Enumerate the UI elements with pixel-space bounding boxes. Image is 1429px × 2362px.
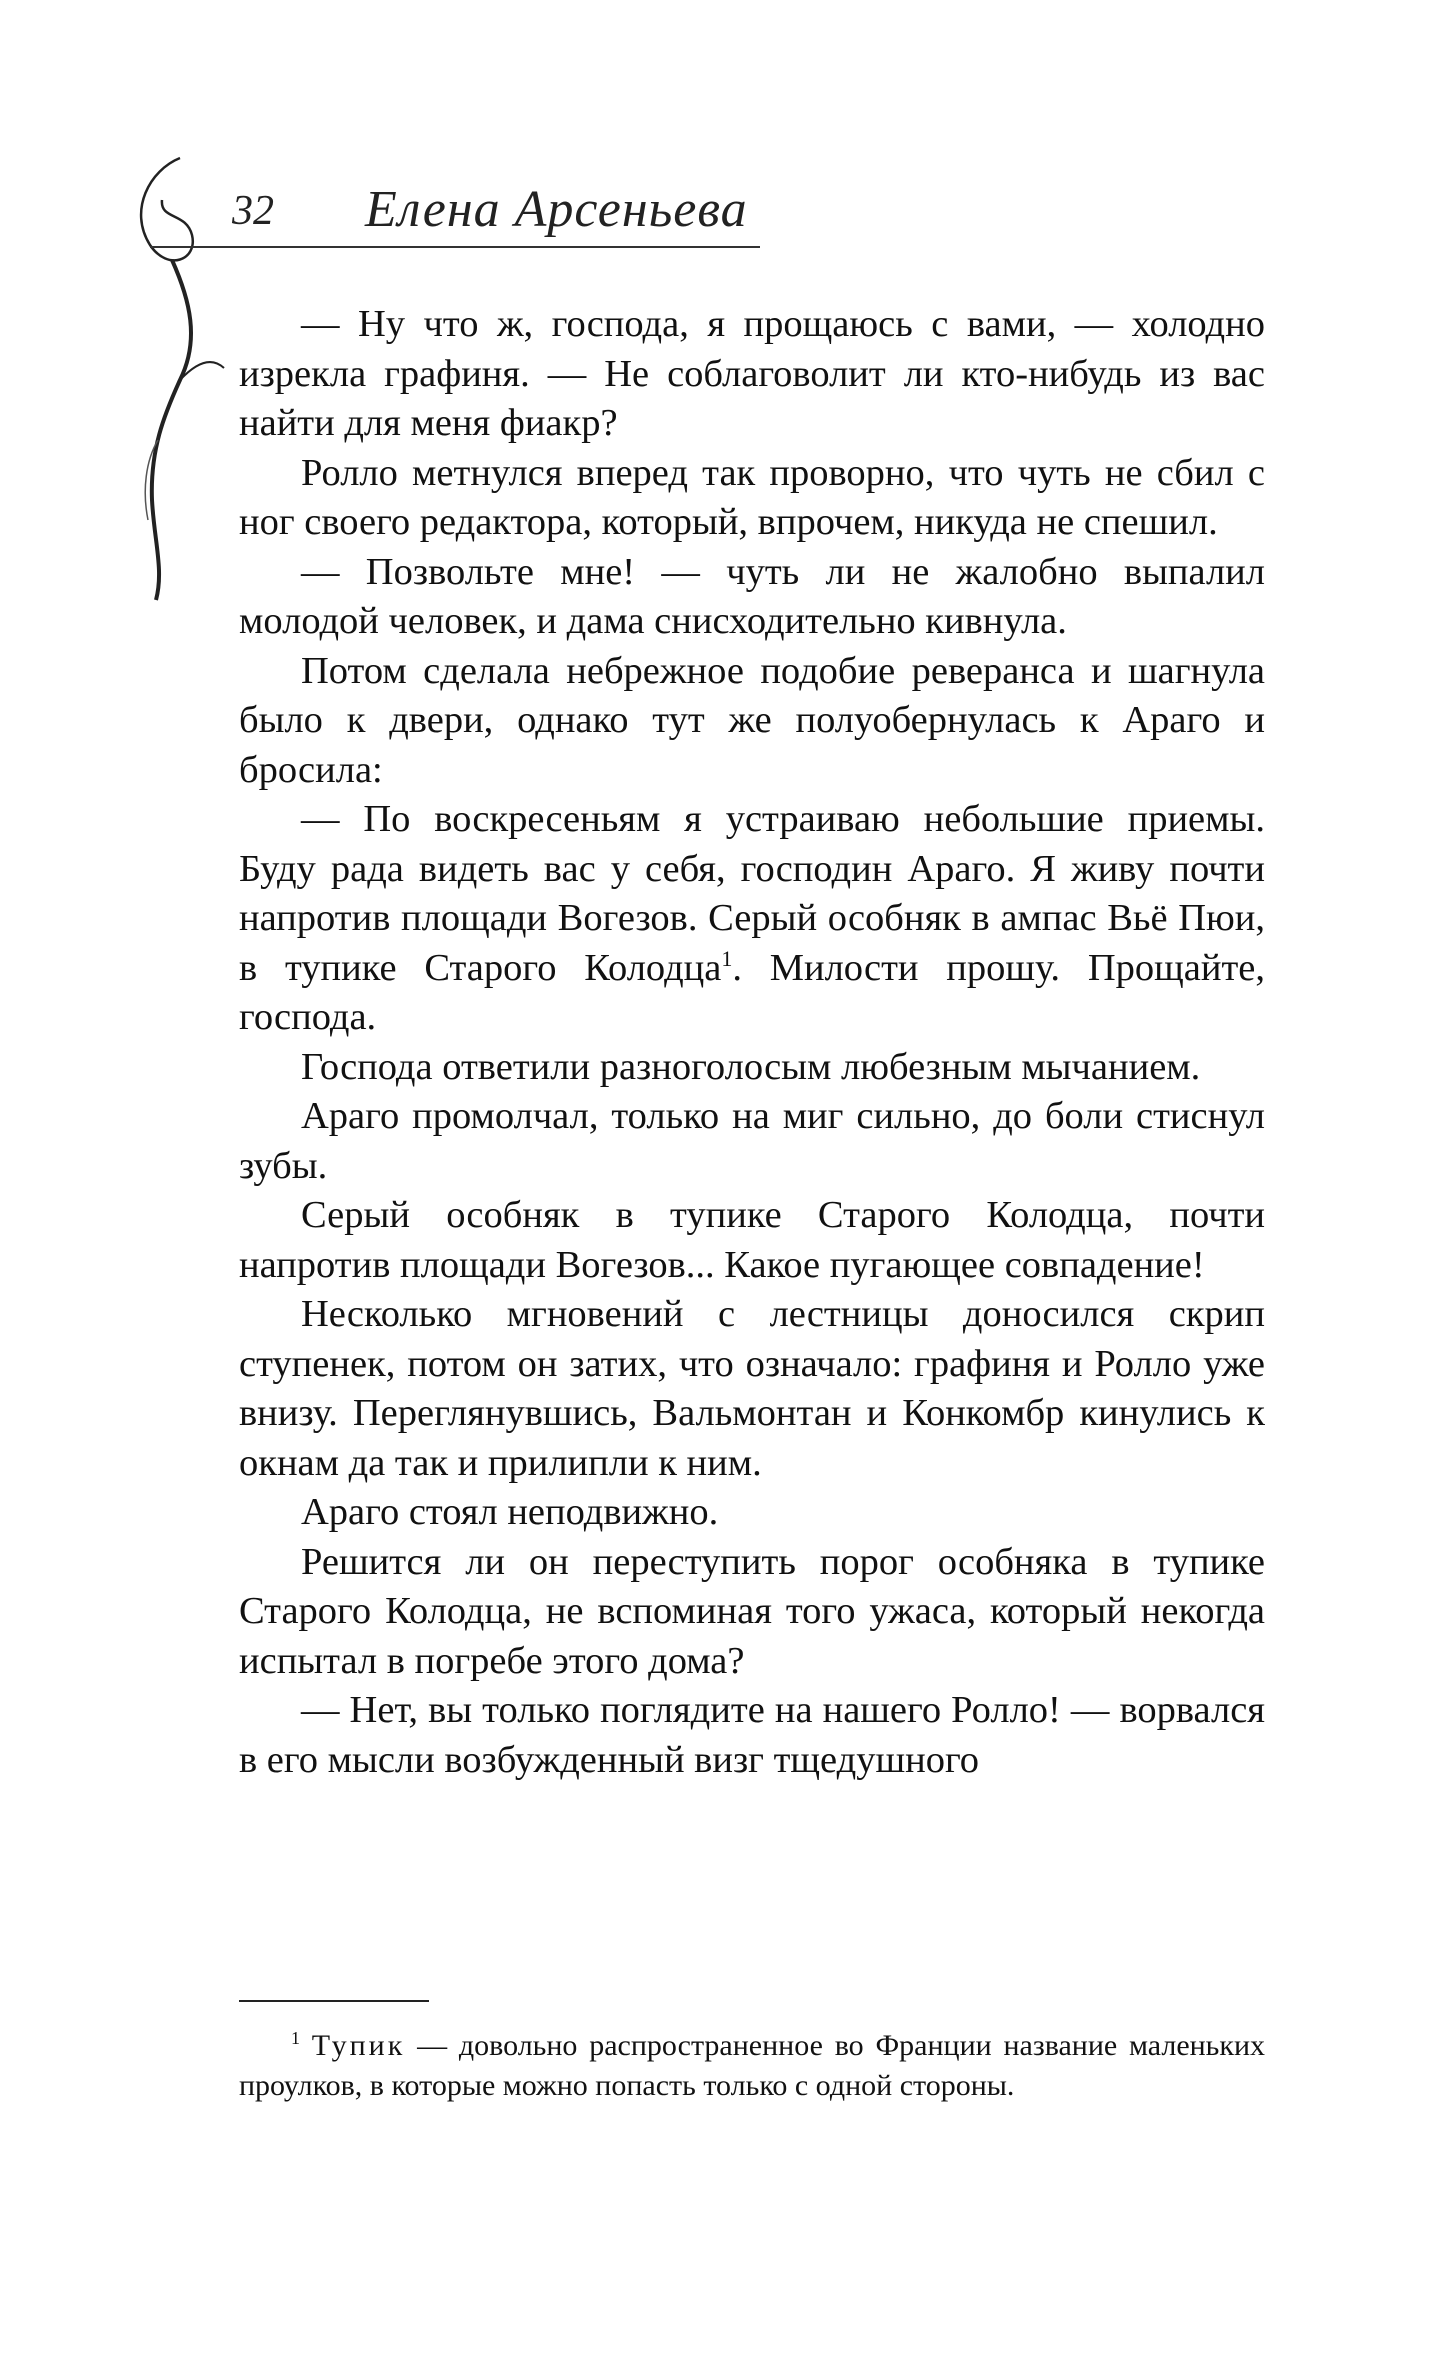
paragraph: Потом сделала небрежное подобие реверанса и шагнула было к двери, однако тут же полуобернулась к Араго и бросила:	[239, 649, 1265, 791]
paragraph-text: . Милости прошу. Прощайте, господа.	[239, 946, 1265, 1038]
footnote	[239, 2026, 1265, 2106]
footnote-term: Тупик	[311, 2029, 406, 2062]
paragraph: Араго промолчал, только на миг сильно, до боли стиснул зубы.	[239, 1095, 1265, 1187]
body-text	[239, 300, 1265, 1785]
paragraph: Серый особняк в тупике Старого Колодца, почти напротив площади Вогезов... Какое пугающее совпадение!	[239, 1194, 1265, 1286]
paragraph	[239, 795, 1265, 1043]
header-rule	[150, 246, 760, 248]
paragraph: Решится ли он переступить порог особняка в тупике Старого Колодца, не вспоминая того ужаса, который некогда испытал в погребе этого дома?	[239, 1540, 1265, 1682]
footnote-reference[interactable]: 1	[721, 945, 733, 971]
paragraph: Господа ответили разноголосым любезным мычанием.	[301, 1045, 1201, 1088]
running-header	[0, 0, 1429, 260]
paragraph: Араго стоял неподвижно.	[301, 1491, 719, 1533]
footnote-marker: 1	[291, 2028, 300, 2048]
paragraph: Ролло метнулся вперед так проворно, что чуть не сбил с ног своего редактора, который, впрочем, никуда не спешил.	[239, 451, 1265, 543]
paragraph: — Позвольте мне! — чуть ли не жалобно выпалил молодой человек, и дама снисходительно кивнула.	[239, 550, 1265, 642]
paragraph: Несколько мгновений с лестницы доносился скрип ступенек, потом он затих, что означало: графиня и Ролло уже внизу. Переглянувшись, Вальмонтан и Конкомбр кинулись к окнам да так и прилипли к ним.	[239, 1293, 1265, 1484]
page-number: 32	[232, 188, 274, 234]
paragraph: — Ну что ж, господа, я прощаюсь с вами, — холодно изрекла графиня. — Не соблаговолит ли кто-нибудь из вас найти для меня фиакр?	[239, 303, 1265, 444]
paragraph: — Нет, вы только поглядите на нашего Ролло! — ворвался в его мысли возбужденный визг тщедушного	[239, 1689, 1265, 1781]
footnote-paragraph	[239, 2026, 1265, 2106]
author-name: Елена Арсеньева	[365, 181, 748, 238]
footnote-rule	[239, 2000, 429, 2002]
paragraph-text: — По воскресеньям я устраиваю небольшие приемы. Буду рада видеть вас у себя, господин Араго. Я живу почти напротив площади Вогезов. Серый особняк в ампас Вьё Пюи, в тупике Старого Колодца	[239, 798, 1265, 989]
footnote-text: — довольно распространенное во Франции название маленьких проулков, в которые можно попасть только с одной стороны.	[239, 2029, 1265, 2102]
